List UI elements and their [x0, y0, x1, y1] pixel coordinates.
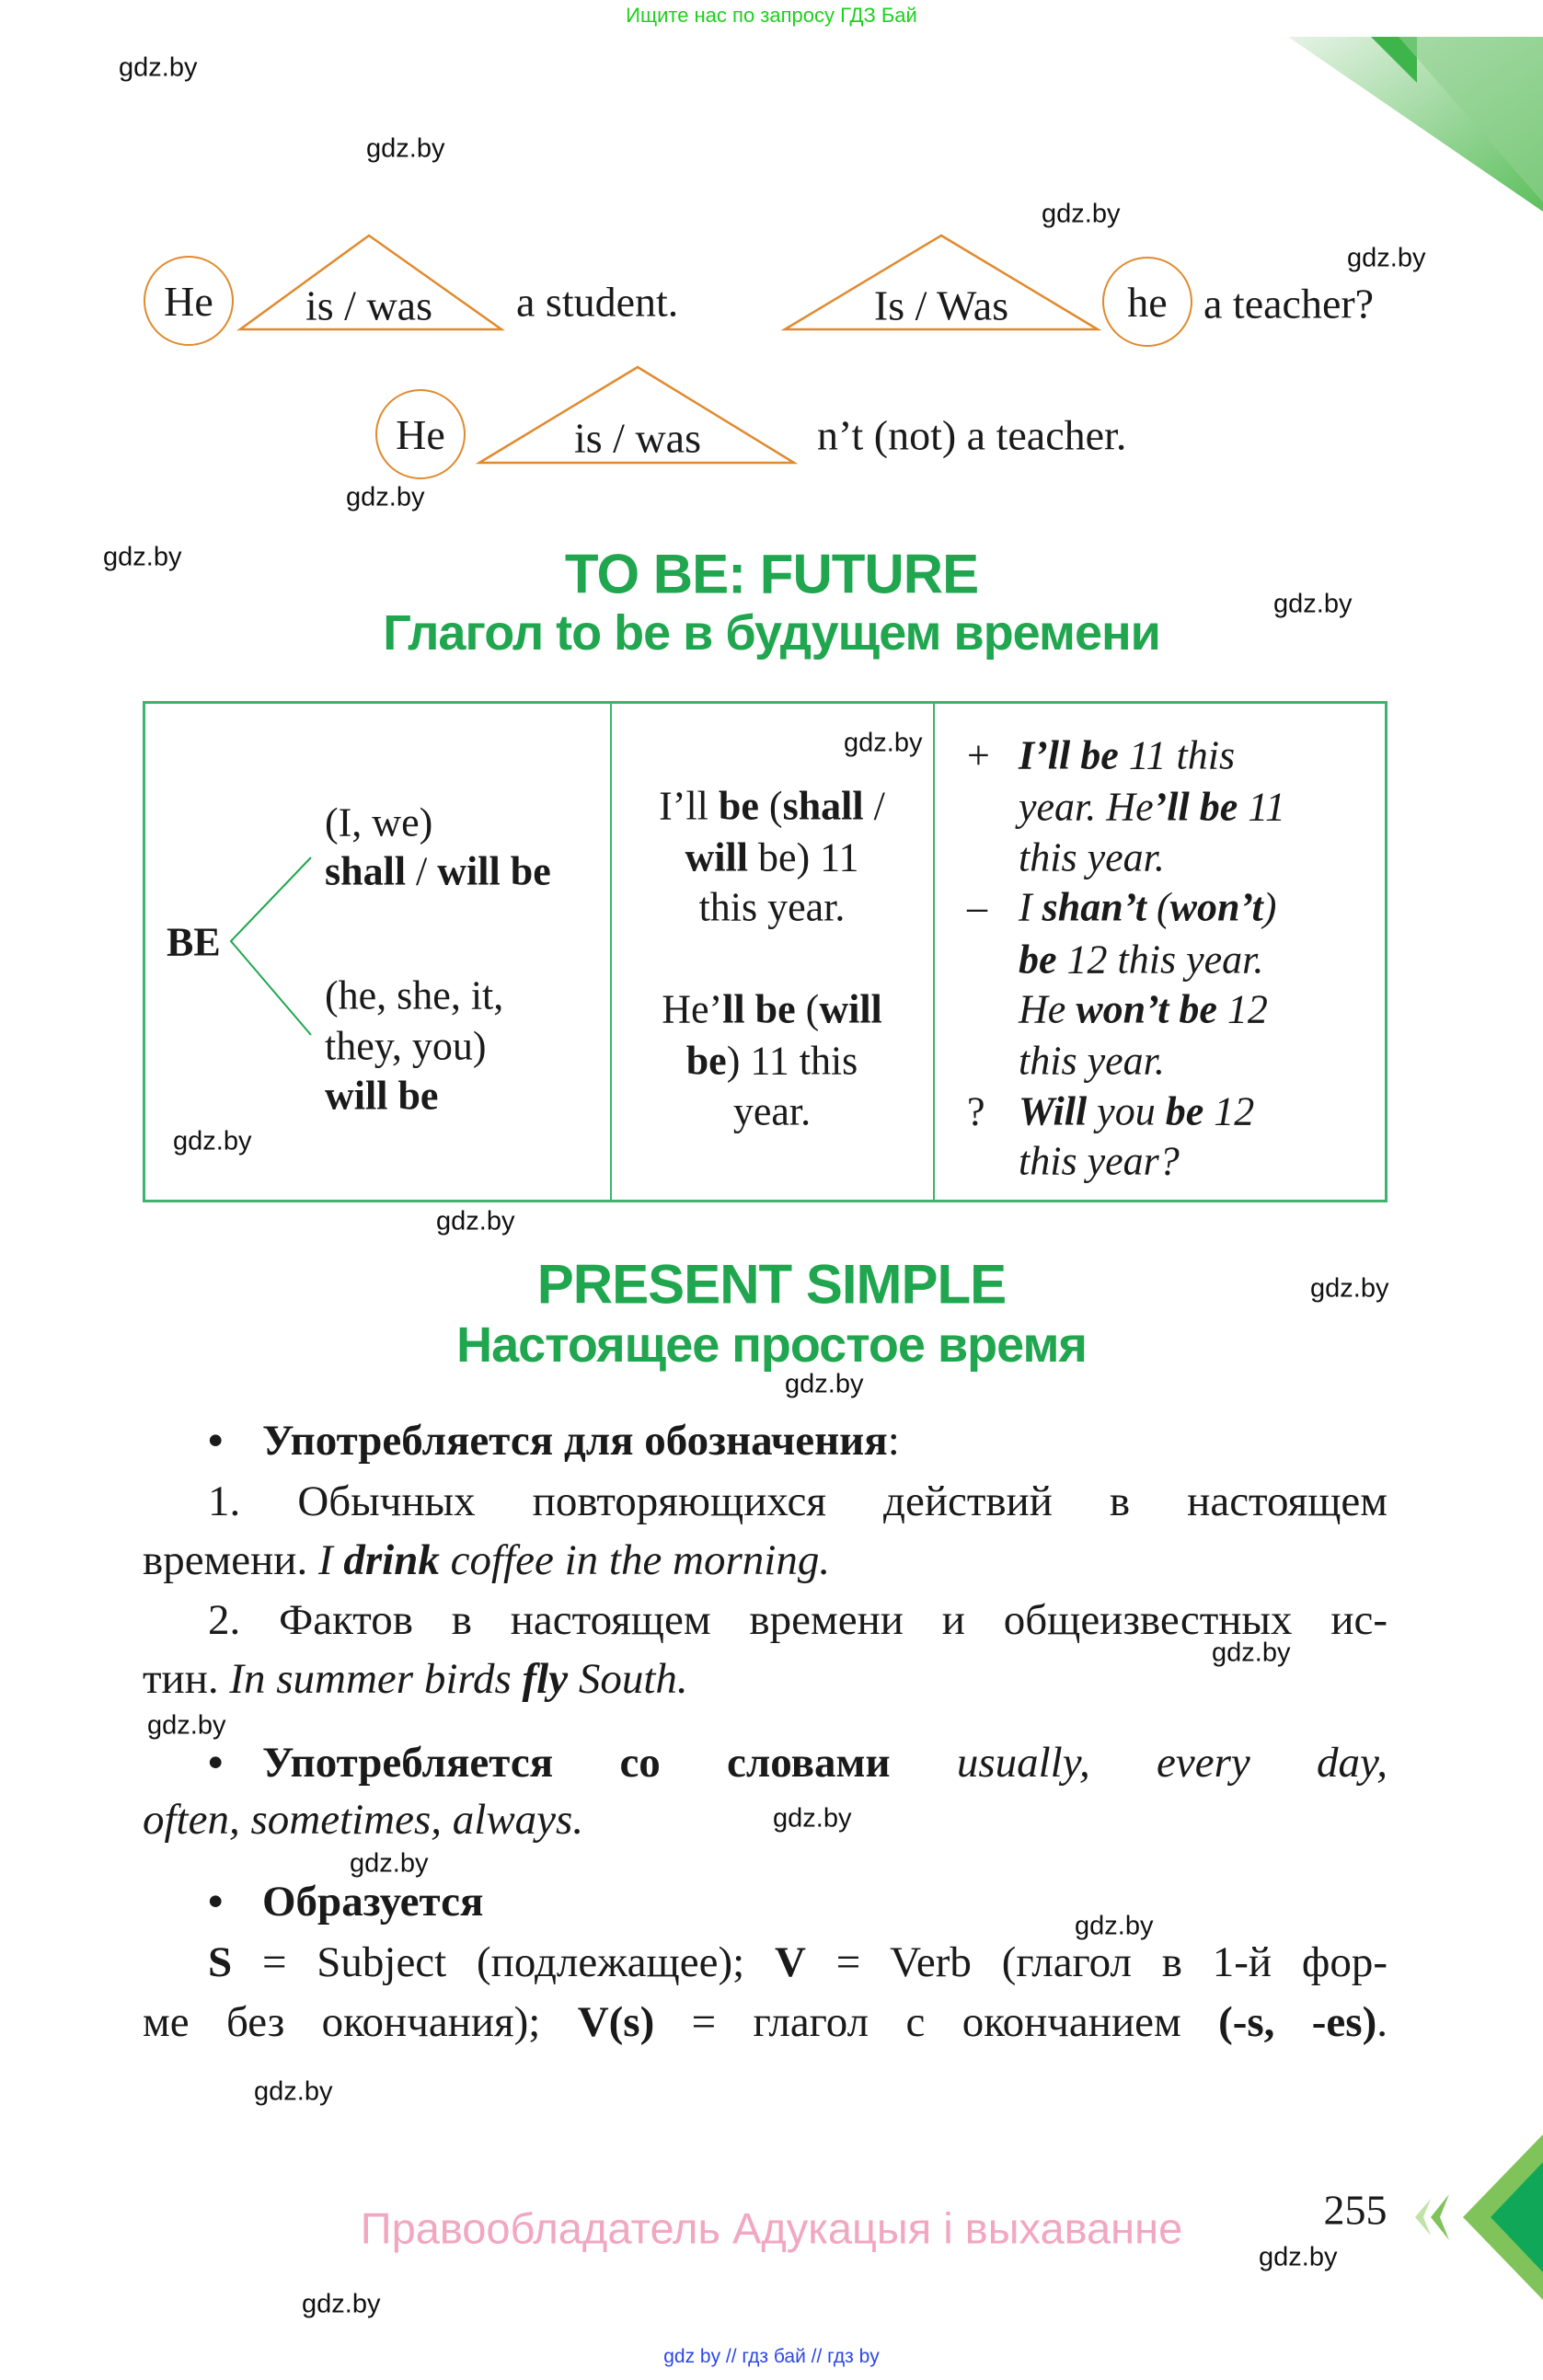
text-segment: 12 this year. — [1056, 937, 1264, 983]
text-segment: = Verb (глагол в 1-й фор- — [805, 1938, 1388, 1986]
verb-label: Is / Was — [873, 282, 1009, 329]
text-segment: year. — [732, 1088, 812, 1134]
sentence-line — [1019, 784, 1285, 831]
example-line — [733, 1088, 811, 1135]
text-segment: 11 — [1238, 784, 1285, 830]
text-line — [262, 1738, 1388, 1788]
sentence-rest: a student. — [516, 278, 679, 326]
text-segment: this year? — [1019, 1138, 1180, 1184]
text-line — [143, 1795, 1388, 1845]
watermark: gdz.by — [119, 52, 198, 83]
section-title: TO BE: FUTURE — [564, 543, 979, 605]
text-segment: Will — [1019, 1088, 1088, 1134]
text-segment: . — [1376, 1998, 1388, 2046]
watermark: gdz.by — [436, 1206, 515, 1236]
watermark: gdz.by — [1259, 2242, 1338, 2272]
watermark: gdz.by — [785, 1369, 864, 1399]
verb-label: is / was — [305, 282, 432, 329]
text-segment: : — [887, 1417, 900, 1465]
text-segment: be — [1019, 937, 1057, 983]
text-segment: year. He — [1019, 784, 1154, 830]
text-segment: (-s, -es) — [1218, 1998, 1377, 2046]
text-segment: this year. — [1019, 1038, 1165, 1084]
text-segment: won’t be — [1076, 986, 1217, 1032]
sentence-type-symbol: ? — [967, 1088, 985, 1134]
form-line — [325, 799, 432, 846]
be-label: BE — [167, 919, 221, 965]
form-line — [325, 1073, 438, 1120]
text-segment: they, you) — [325, 1023, 487, 1069]
text-line — [143, 1535, 1388, 1585]
watermark: gdz.by — [350, 1848, 429, 1879]
sentence-line — [1019, 732, 1235, 779]
text-segment: Употребляется для обозначения — [262, 1417, 888, 1465]
column-divider — [610, 704, 612, 1200]
text-segment: fly — [522, 1655, 569, 1703]
text-segment: времени. — [143, 1536, 318, 1584]
text-segment: ме без окончания); — [143, 1998, 578, 2046]
text-segment: will be — [325, 1073, 439, 1119]
text-segment: He’ — [662, 986, 723, 1032]
sentence-rest: n’t (not) a teacher. — [817, 411, 1127, 459]
text-segment: coffee in the morning. — [439, 1536, 831, 1584]
sentence-line — [1019, 1138, 1180, 1185]
watermark: gdz.by — [1310, 1273, 1389, 1304]
text-line — [262, 1877, 1388, 1926]
watermark: gdz.by — [173, 1126, 252, 1156]
watermark: gdz.by — [366, 133, 445, 164]
text-segment: this year. — [1019, 834, 1165, 880]
copyright-notice: Правообладатель Адукацыя і выхаванне — [360, 2203, 1183, 2253]
text-segment: V(s) — [577, 1998, 655, 2046]
text-segment: be) 11 — [747, 834, 859, 880]
text-segment: Употребляется со словами — [262, 1739, 957, 1787]
watermark: gdz.by — [346, 482, 425, 512]
bullet-icon: • — [208, 1878, 224, 1926]
section-subtitle: Настоящее простое время — [456, 1317, 1087, 1373]
sentence-type-symbol: – — [967, 884, 987, 930]
watermark: gdz.by — [773, 1803, 852, 1834]
text-segment: won’t — [1169, 884, 1263, 930]
bullet-icon: • — [208, 1417, 224, 1465]
column-divider — [933, 704, 935, 1200]
watermark: gdz.by — [1273, 589, 1353, 619]
text-line — [208, 1477, 1388, 1526]
text-segment: drink — [343, 1536, 440, 1584]
text-segment: = Subject (подлежащее); — [232, 1938, 775, 1986]
example-line — [699, 884, 846, 931]
text-segment: 2. Фактов в настоящем времени и общеизвестных ис- — [208, 1596, 1388, 1644]
text-segment: / — [863, 783, 885, 829]
text-line — [143, 1654, 1388, 1704]
sentence-line — [1019, 884, 1276, 931]
text-segment: V — [774, 1938, 806, 1986]
sentence-line — [1019, 937, 1263, 983]
text-segment: 12 — [1203, 1088, 1255, 1134]
text-segment: = глагол с окончанием — [654, 1998, 1219, 2046]
sentence-line — [1019, 834, 1165, 881]
text-segment: ’ll be — [1153, 784, 1238, 830]
text-segment: be — [718, 783, 759, 829]
text-segment: shall — [325, 848, 407, 894]
text-segment: In summer birds — [229, 1655, 523, 1703]
text-segment: I’ll be — [1019, 732, 1119, 778]
text-segment: will — [685, 834, 748, 880]
text-segment: be — [1165, 1088, 1204, 1134]
example-line — [662, 986, 882, 1033]
example-line — [685, 834, 858, 881]
verb-label: is / was — [574, 414, 701, 462]
watermark: gdz.by — [302, 2289, 381, 2319]
subject-circle: he — [1102, 257, 1192, 347]
form-line — [325, 972, 503, 1019]
watermark: gdz.by — [1212, 1638, 1291, 1668]
site-links[interactable]: gdz by // гдз бай // гдз by — [663, 2346, 880, 2367]
watermark: gdz.by — [844, 728, 923, 758]
text-segment: S — [208, 1938, 233, 1986]
text-segment: I — [1019, 884, 1042, 930]
example-line — [686, 1038, 858, 1085]
text-line — [208, 1937, 1388, 1987]
text-segment: ( — [758, 783, 783, 829]
text-segment: (he, she, it, — [325, 972, 504, 1018]
text-segment: 1. Обычных повторяющихся действий в настоящем — [208, 1477, 1388, 1525]
text-segment: ) 11 this — [726, 1038, 858, 1084]
example-line — [659, 783, 885, 830]
text-segment: He — [1019, 986, 1077, 1032]
text-segment: ll be — [722, 986, 796, 1032]
text-line — [262, 1416, 1388, 1466]
section-title: PRESENT SIMPLE — [536, 1253, 1007, 1316]
future-table — [143, 701, 1388, 1202]
watermark: gdz.by — [147, 1710, 226, 1741]
sentence-line — [1019, 1088, 1254, 1135]
text-segment: Образуется — [262, 1878, 484, 1926]
text-segment: 12 — [1216, 986, 1268, 1032]
form-line — [325, 1023, 487, 1070]
text-segment: this year. — [698, 884, 846, 930]
text-segment: shall — [782, 783, 864, 829]
sentence-rest: a teacher? — [1203, 280, 1375, 328]
bullet-icon: • — [208, 1739, 224, 1787]
text-segment: 11 this — [1118, 732, 1236, 778]
text-segment: be — [685, 1038, 727, 1084]
subject-circle: He — [144, 256, 234, 346]
text-segment: ( — [795, 986, 820, 1032]
search-banner[interactable]: Ищите нас по запросу ГДЗ Бай — [626, 4, 917, 27]
sentence-line — [1019, 1038, 1165, 1085]
text-segment: I’ll — [659, 783, 719, 829]
sentence-line — [1019, 986, 1268, 1033]
text-segment: I — [317, 1536, 344, 1584]
sentence-type-symbol: + — [967, 732, 990, 778]
text-segment: тин. — [143, 1655, 230, 1703]
text-segment: ( — [1146, 884, 1170, 930]
text-segment: you — [1087, 1088, 1166, 1134]
text-segment: will be — [437, 848, 551, 894]
text-segment: will — [819, 986, 882, 1032]
page-number: 255 — [1323, 2186, 1388, 2234]
subject-circle: He — [375, 389, 466, 479]
text-segment: South. — [568, 1655, 688, 1703]
triangles — [0, 0, 1543, 515]
text-segment: usually, every day, — [956, 1739, 1388, 1787]
text-segment: ) — [1262, 884, 1277, 930]
text-line — [143, 1997, 1388, 2047]
text-segment: (I, we) — [325, 799, 433, 845]
text-segment: often, sometimes, always. — [143, 1796, 584, 1844]
watermark: gdz.by — [103, 542, 182, 572]
text-segment: shan’t — [1042, 884, 1146, 930]
branch-lines-icon — [145, 704, 610, 1201]
watermark: gdz.by — [1075, 1911, 1154, 1941]
text-segment: / — [406, 848, 438, 894]
watermark: gdz.by — [1347, 243, 1426, 273]
watermark: gdz.by — [1042, 199, 1121, 229]
section-subtitle: Глагол to be в будущем времени — [383, 605, 1160, 661]
watermark: gdz.by — [254, 2076, 333, 2107]
form-line — [325, 848, 551, 895]
text-line — [208, 1595, 1388, 1645]
